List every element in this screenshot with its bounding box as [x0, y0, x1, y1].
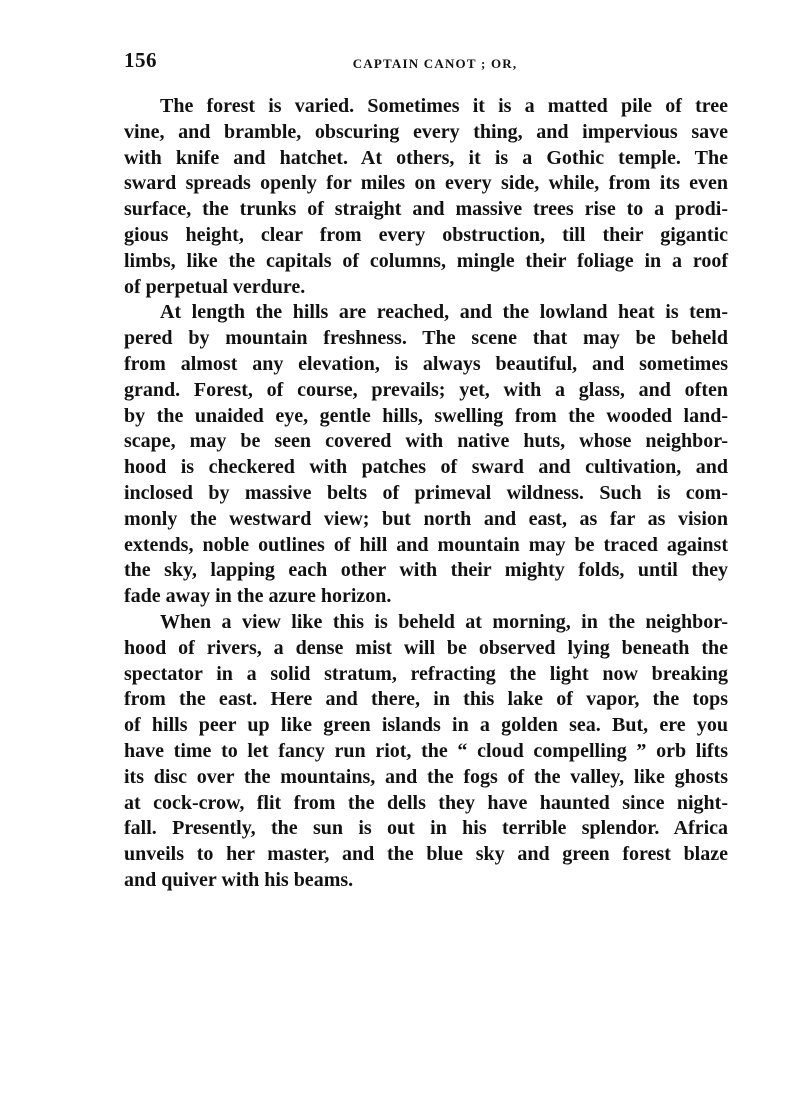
text-line: spectator in a solid stratum, refracting the light now breaking [124, 662, 728, 685]
text-line: and quiver with his beams. [124, 868, 354, 891]
page-header [124, 48, 728, 78]
text-line: gious height, clear from every obstruction, till their gigantic [124, 223, 728, 246]
paragraph [124, 94, 728, 300]
text-line: its disc over the mountains, and the fogs of the valley, like ghosts [124, 765, 728, 788]
text-line: of hills peer up like green islands in a golden sea. But, ere you [124, 714, 728, 737]
text-line: unveils to her master, and the blue sky and green forest blaze [124, 843, 728, 866]
text-line: by the unaided eye, gentle hills, swelling from the wooded land- [124, 404, 728, 427]
text-line: scape, may be seen covered with native huts, whose neighbor- [124, 430, 728, 453]
text-line: inclosed by massive belts of primeval wildness. Such is com- [124, 481, 728, 504]
text-line: pered by mountain freshness. The scene that may be beheld [124, 327, 728, 350]
text-line: surface, the trunks of straight and massive trees rise to a prodi- [124, 198, 728, 221]
text-line: hood of rivers, a dense mist will be observed lying beneath the [124, 636, 728, 659]
text-line: sward spreads openly for miles on every side, while, from its even [124, 172, 728, 195]
text-line: monly the westward view; but north and east, as far as vision [124, 507, 728, 530]
text-line: from almost any elevation, is always beautiful, and sometimes [124, 352, 728, 375]
text-line: have time to let fancy run riot, the “ cloud compelling ” orb lifts [124, 739, 728, 762]
text-body [124, 94, 728, 894]
text-line: fade away in the azure horizon. [124, 585, 392, 608]
text-line: hood is checkered with patches of sward and cultivation, and [124, 456, 728, 479]
text-line: with knife and hatchet. At others, it is a Gothic temple. The [124, 146, 728, 169]
text-line: extends, noble outlines of hill and mountain may be traced against [124, 533, 728, 556]
text-line: the sky, lapping each other with their mighty folds, until they [124, 559, 728, 582]
text-line: The forest is varied. Sometimes it is a matted pile of tree [160, 95, 728, 117]
text-line: fall. Presently, the sun is out in his terrible splendor. Africa [124, 817, 728, 840]
text-line: at cock-crow, flit from the dells they have haunted since night- [124, 791, 728, 814]
running-head: CAPTAIN CANOT ; OR, [352, 56, 518, 71]
page-number: 156 [124, 48, 157, 72]
text-line: of perpetual verdure. [124, 275, 306, 298]
paragraph [124, 610, 728, 894]
text-line: At length the hills are reached, and the lowland heat is tem- [160, 301, 728, 324]
text-line: grand. Forest, of course, prevails; yet, with a glass, and often [124, 378, 728, 401]
text-line: When a view like this is beheld at morning, in the neighbor- [160, 610, 728, 633]
text-line: limbs, like the capitals of columns, mingle their foliage in a roof [124, 249, 728, 272]
paragraph [124, 300, 728, 610]
text-line: vine, and bramble, obscuring every thing, and impervious save [124, 120, 728, 143]
text-line: from the east. Here and there, in this lake of vapor, the tops [124, 688, 728, 711]
